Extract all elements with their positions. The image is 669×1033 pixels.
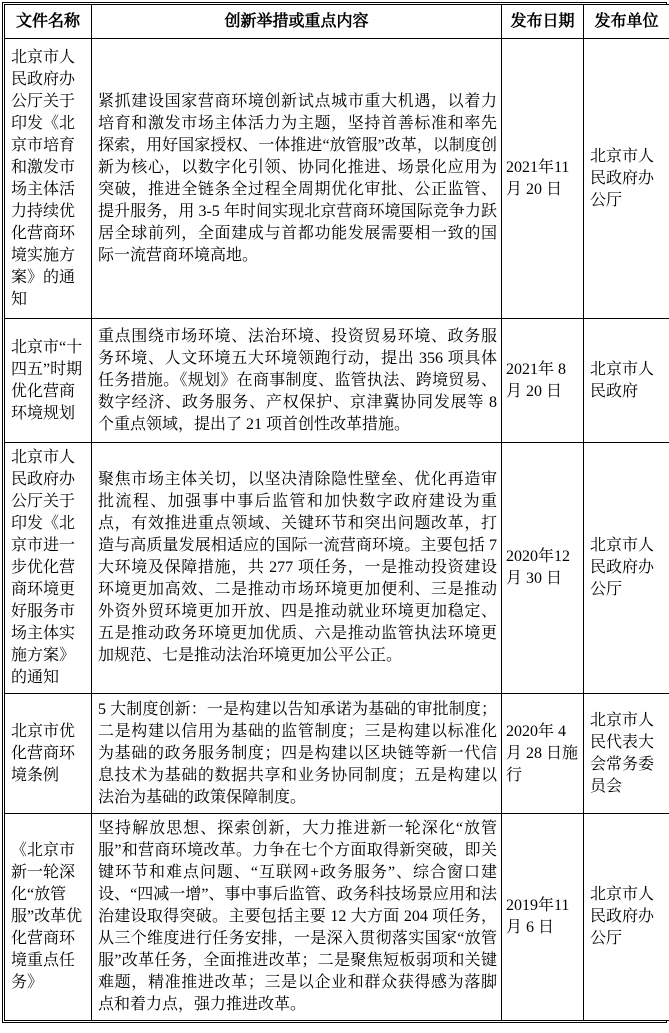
doc-date-cell: 2021年 8 月 20 日: [502, 319, 584, 443]
column-header-content: 创新举措或重点内容: [92, 5, 502, 39]
doc-name-cell: 《北京市新一轮深化“放管服”改革优化营商环境重点任务》: [5, 814, 92, 1021]
doc-name-cell: 北京市人民政府办公厅关于印发《北京市进一步优化营商环境更好服务市场主体实施方案》的通知: [5, 443, 92, 694]
table-row: [5, 39, 669, 319]
doc-content-cell: 紧抓建设国家营商环境创新试点城市重大机遇，以着力培育和激发市场主体活力为主题，坚持首善标准和率先探索，用好国家授权、一体推进“放管服”改革，以制度创新为核心，以数字化引领、协同化推进、场景化应用为突破，推进全链条全过程全周期优化审批、公正监管、提升服务，用 3-5 年时间实现北京营商环境国际竞争力跃居全球前列，全面建成与首都功能发展需要相一致的国际一流营商环境高地。: [92, 39, 502, 319]
table-row: [5, 694, 669, 814]
doc-name-cell: 北京市优化营商环境条例: [5, 694, 92, 814]
table-row: [5, 443, 669, 694]
document-table-frame: [2, 2, 667, 1023]
doc-unit-cell: 北京市人民政府办公厅: [584, 443, 669, 694]
doc-content-cell: 坚持解放思想、探索创新，大力推进新一轮深化“放管服”和营商环境改革。力争在七个方面取得新突破，即关键环节和难点问题、“互联网+政务服务”、综合窗口建设、“四减一增”、事中事后监管、政务科技场景应用和法治建设取得突破。主要包括主要 12 大方面 204 项任务，从三个维度进行任务安排，一是深入贯彻落实国家“放管服”改革任务，全面推进改革；二是聚焦短板弱项和关键难题，精准推进改革；三是以企业和群众获得感为落脚点和着力点，强力推进改革。: [92, 814, 502, 1021]
doc-name-cell: 北京市“十四五”时期优化营商环境规划: [5, 319, 92, 443]
column-header-file-name: 文件名称: [5, 5, 92, 39]
doc-date-cell: 2020年 4 月 28 日施行: [502, 694, 584, 814]
column-header-publish-date: 发布日期: [502, 5, 584, 39]
header-row: [5, 5, 669, 39]
doc-date-cell: 2020年12月 30 日: [502, 443, 584, 694]
table-row: [5, 319, 669, 443]
doc-name-cell: 北京市人民政府办公厅关于印发《北京市培育和激发市场主体活力持续优化营商环境实施方案》的通知: [5, 39, 92, 319]
doc-date-cell: 2019年11月 6 日: [502, 814, 584, 1021]
doc-unit-cell: 北京市人民政府: [584, 319, 669, 443]
doc-unit-cell: 北京市人民政府办公厅: [584, 39, 669, 319]
doc-content-cell: 重点围绕市场环境、法治环境、投资贸易环境、政务服务环境、人文环境五大环境领跑行动，提出 356 项具体任务措施。《规划》在商事制度、监管执法、跨境贸易、数字经济、政务服务、产权保护、京津冀协同发展等 8 个重点领域，提出了 21 项首创性改革措施。: [92, 319, 502, 443]
policy-document-table: [4, 4, 669, 1021]
doc-content-cell: 5 大制度创新：一是构建以告知承诺为基础的审批制度；二是构建以信用为基础的监管制度；三是构建以标准化为基础的政务服务制度；四是构建以区块链等新一代信息技术为基础的数据共享和业务协同制度；五是构建以法治为基础的政策保障制度。: [92, 694, 502, 814]
doc-content-cell: 聚焦市场主体关切，以坚决清除隐性壁垒、优化再造审批流程、加强事中事后监管和加快数字政府建设为重点，有效推进重点领域、关键环节和突出问题改革，打造与高质量发展相适应的国际一流营商环境。主要包括 7 大环境及保障措施，共 277 项任务，一是推动投资建设环境更加高效、二是推动市场环境更加便利、三是推动外资外贸环境更加开放、四是推动就业环境更加稳定、五是推动政务环境更加优质、六是推动监管执法环境更加规范、七是推动法治环境更加公平公正。: [92, 443, 502, 694]
doc-date-cell: 2021年11月 20 日: [502, 39, 584, 319]
column-header-publish-unit: 发布单位: [584, 5, 669, 39]
doc-unit-cell: 北京市人民政府办公厅: [584, 814, 669, 1021]
table-row: [5, 814, 669, 1021]
doc-unit-cell: 北京市人民代表大会常务委员会: [584, 694, 669, 814]
